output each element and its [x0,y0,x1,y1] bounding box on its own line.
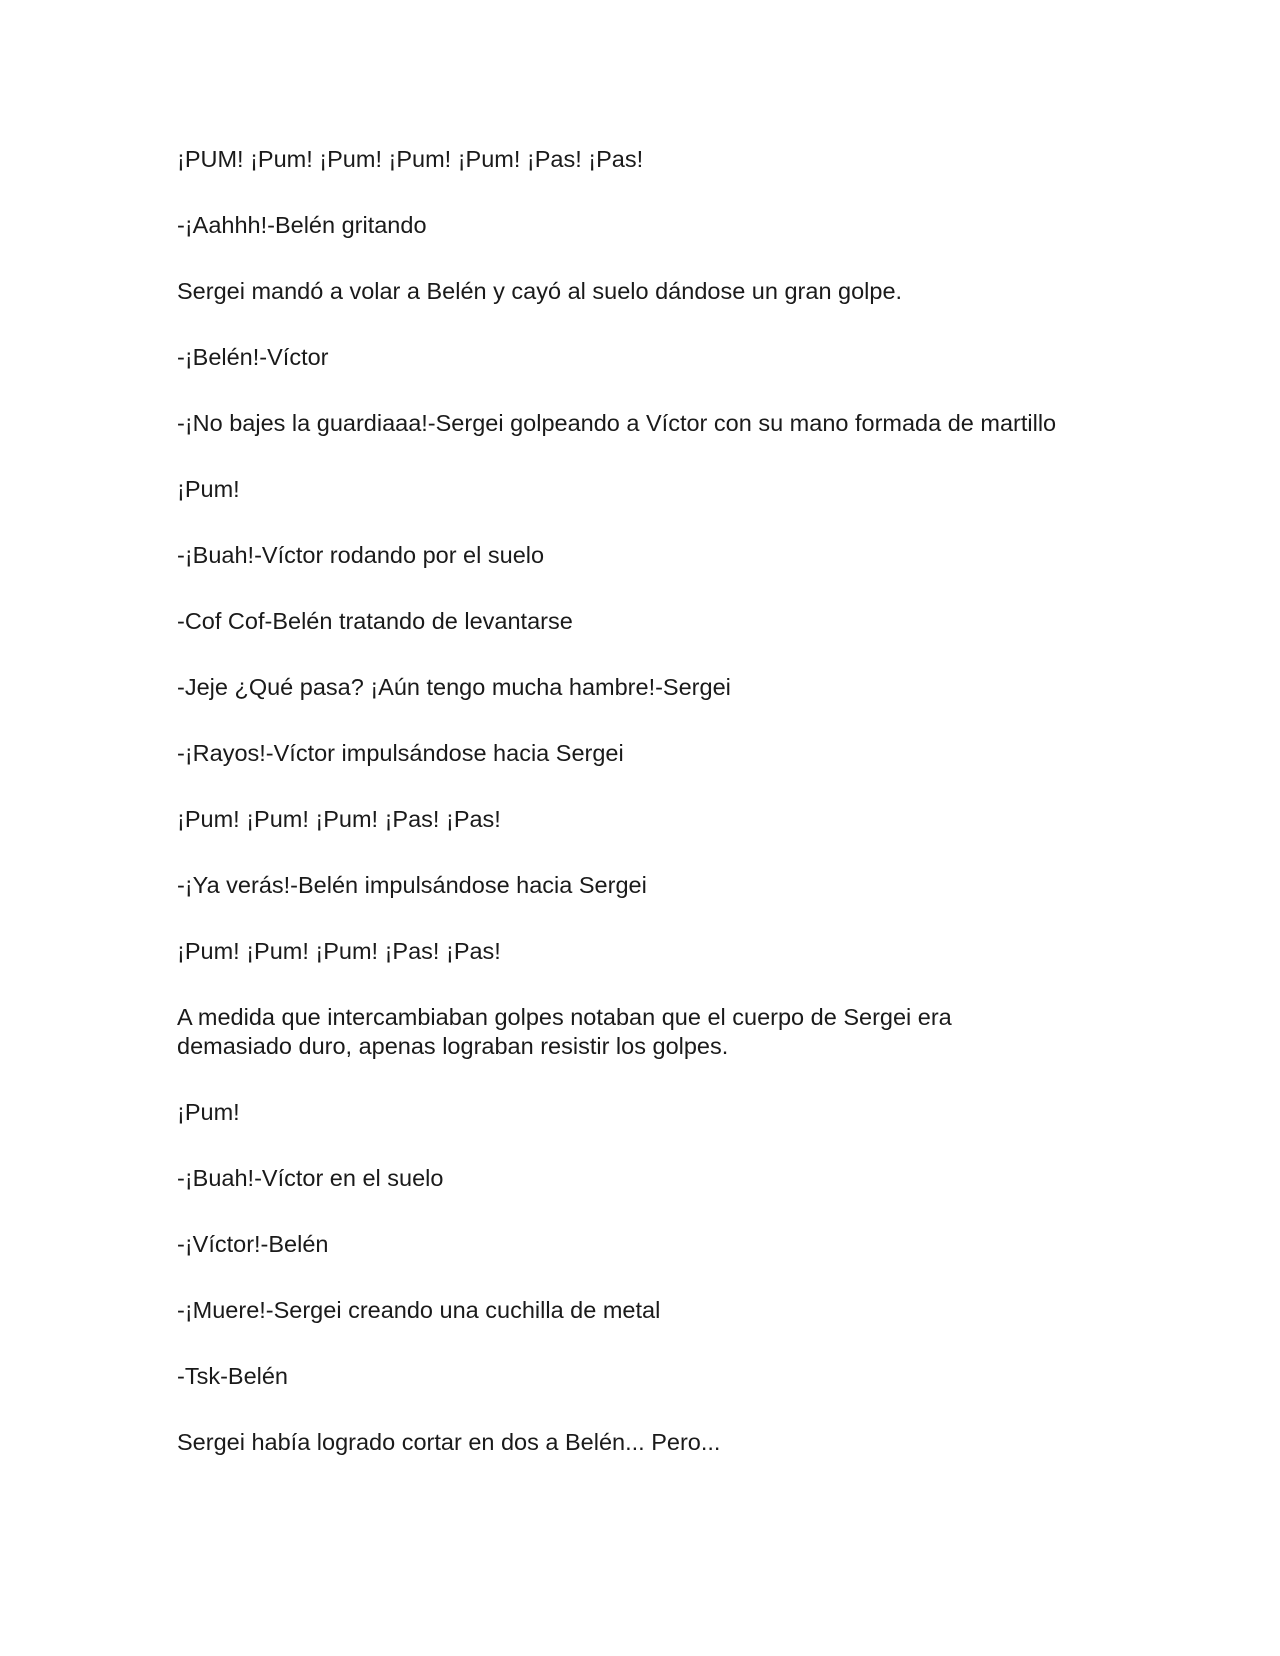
paragraph-sound-effects: ¡PUM! ¡Pum! ¡Pum! ¡Pum! ¡Pum! ¡Pas! ¡Pas! [177,146,644,172]
paragraph-dialogue: -¡Aahhh!-Belén gritando [177,212,427,238]
paragraph-dialogue: -Cof Cof-Belén tratando de levantarse [177,608,573,634]
paragraph-sound-effects: ¡Pum! ¡Pum! ¡Pum! ¡Pas! ¡Pas! [177,806,501,832]
paragraph-narration: Sergei había logrado cortar en dos a Belén... Pero... [177,1429,721,1455]
paragraph-dialogue: -¡Buah!-Víctor rodando por el suelo [177,542,545,568]
paragraph-dialogue: -¡No bajes la guardiaaa!-Sergei golpeando a Víctor con su mano formada de martillo [177,410,1057,436]
paragraph-dialogue: -¡Buah!-Víctor en el suelo [177,1165,444,1191]
paragraph-dialogue: -¡Rayos!-Víctor impulsándose hacia Sergei [177,740,624,766]
paragraph-dialogue: -Tsk-Belén [177,1363,289,1389]
paragraph-narration: Sergei mandó a volar a Belén y cayó al suelo dándose un gran golpe. [177,278,903,304]
paragraph-dialogue: -Jeje ¿Qué pasa? ¡Aún tengo mucha hambre!-Sergei [177,674,731,700]
paragraph-sound-effects: ¡Pum! [177,1099,240,1125]
paragraph-dialogue: -¡Ya verás!-Belén impulsándose hacia Sergei [177,872,647,898]
paragraph-dialogue: -¡Muere!-Sergei creando una cuchilla de metal [177,1297,661,1323]
paragraph-narration: A medida que intercambiaban golpes notaban que el cuerpo de Sergei era demasiado duro, apenas lograban resistir los golpes. [177,1004,952,1059]
paragraph-dialogue: -¡Víctor!-Belén [177,1231,329,1257]
document-body [177,145,1057,1494]
paragraph-sound-effects: ¡Pum! [177,476,240,502]
paragraph-sound-effects: ¡Pum! ¡Pum! ¡Pum! ¡Pas! ¡Pas! [177,938,501,964]
paragraph-dialogue: -¡Belén!-Víctor [177,344,329,370]
